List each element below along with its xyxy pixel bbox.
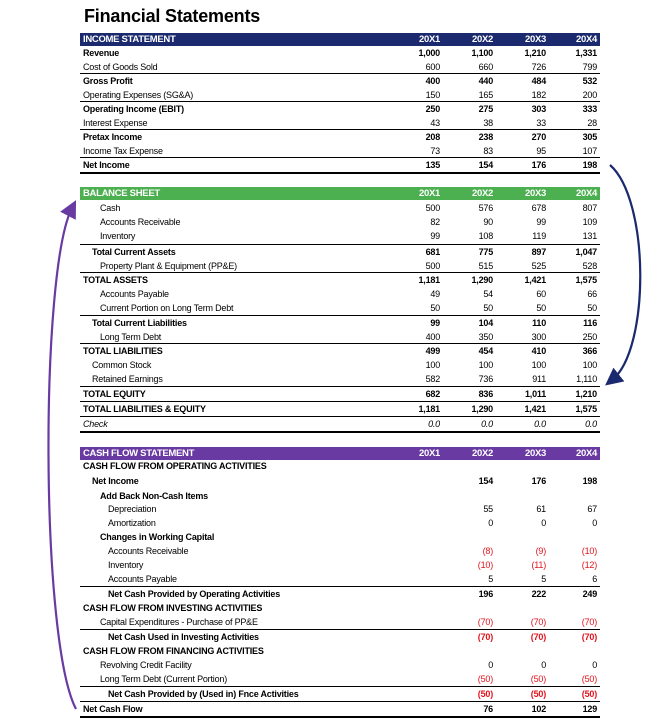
income-cell-4: 305 — [582, 132, 597, 142]
cashflow-year-3: 20X3 — [525, 448, 546, 459]
cashflow-cell-3: 61 — [536, 504, 546, 514]
balance-cell-1: 1,181 — [418, 404, 440, 414]
balance-cell-1: 500 — [425, 261, 440, 271]
cashflow-cell-2: 196 — [478, 589, 493, 599]
balance-cell-1: 499 — [425, 346, 440, 356]
cashflow-row-label: Net Cash Provided by Operating Activities — [108, 589, 281, 599]
cashflow-cell-2: (50) — [477, 689, 493, 699]
income-cell-2: 275 — [478, 104, 493, 114]
cashflow-cell-2: 5 — [488, 574, 493, 584]
income-row-label: Net Income — [83, 160, 130, 170]
cashflow-cell-3: 102 — [531, 704, 546, 714]
income-cell-1: 1,000 — [418, 48, 440, 58]
cashflow-cell-3: (70) — [530, 617, 546, 627]
cashflow-cell-4: 129 — [582, 704, 597, 714]
income-header-label: INCOME STATEMENT — [83, 34, 176, 45]
income-cell-2: 154 — [478, 160, 493, 170]
balance-header-label: BALANCE SHEET — [83, 188, 160, 199]
balance-cell-2: 836 — [478, 389, 493, 399]
balance-cell-4: 1,110 — [576, 374, 597, 384]
balance-cell-3: 300 — [531, 332, 546, 342]
cashflow-cell-4: 67 — [587, 504, 597, 514]
balance-cell-4: 366 — [582, 346, 597, 356]
page-title: Financial Statements — [84, 6, 261, 26]
cashflow-cell-3: 0 — [541, 518, 546, 528]
balance-cell-3: 911 — [532, 374, 546, 384]
cashflow-row-label: Amortization — [108, 518, 156, 528]
balance-cell-3: 119 — [532, 231, 546, 241]
cashflow-row-label: Long Term Debt (Current Portion) — [100, 674, 227, 684]
balance-cell-3: 110 — [532, 318, 546, 328]
cashflow-cell-2: (70) — [477, 617, 493, 627]
cashflow-cell-4: 0 — [592, 660, 597, 670]
balance-row-label: Current Portion on Long Term Debt — [100, 303, 234, 313]
income-cell-1: 250 — [425, 104, 440, 114]
balance-cell-4: 1,047 — [575, 247, 597, 257]
income-cell-2: 83 — [483, 146, 493, 156]
cashflow-row-label: Depreciation — [108, 504, 157, 514]
cashflow-cell-2: 76 — [483, 704, 493, 714]
income-row-label: Revenue — [83, 48, 120, 58]
balance-row-label: Retained Earnings — [92, 374, 163, 384]
income-cell-4: 107 — [582, 146, 597, 156]
cashflow-row-label: CASH FLOW FROM OPERATING ACTIVITIES — [83, 461, 267, 471]
cashflow-cell-4: 0 — [592, 518, 597, 528]
balance-cell-2: 50 — [483, 303, 493, 313]
balance-row-label: Property Plant & Equipment (PP&E) — [100, 261, 237, 271]
cashflow-row-label: Accounts Payable — [108, 574, 177, 584]
income-cell-2: 38 — [483, 118, 493, 128]
balance-cell-4: 250 — [582, 332, 597, 342]
balance-cell-1: 100 — [425, 360, 440, 370]
balance-row-label: Check — [83, 419, 108, 429]
balance-row-label: TOTAL ASSETS — [83, 275, 148, 285]
net-cash-flow-to-cash-arrow — [48, 208, 76, 709]
balance-cell-1: 1,181 — [418, 275, 440, 285]
cashflow-cell-2: (10) — [477, 560, 493, 570]
income-row-label: Operating Income (EBIT) — [83, 104, 184, 114]
balance-cell-1: 99 — [430, 231, 440, 241]
cashflow-cell-3: 176 — [531, 476, 546, 486]
balance-cell-4: 0.0 — [585, 419, 597, 429]
balance-row-label: Total Current Liabilities — [92, 318, 187, 328]
balance-cell-2: 108 — [478, 231, 493, 241]
income-cell-3: 1,210 — [524, 48, 546, 58]
balance-cell-3: 50 — [536, 303, 546, 313]
balance-cell-1: 0.0 — [428, 419, 440, 429]
income-year-4: 20X4 — [576, 34, 597, 45]
balance-row-label: Accounts Payable — [100, 289, 169, 299]
cashflow-cell-2: 0 — [488, 660, 493, 670]
balance-cell-3: 1,011 — [524, 389, 546, 399]
income-cell-1: 135 — [425, 160, 440, 170]
cashflow-cell-3: (50) — [530, 674, 546, 684]
balance-row-label: Accounts Receivable — [100, 217, 181, 227]
cashflow-cell-4: (70) — [581, 617, 597, 627]
income-cell-3: 484 — [531, 76, 546, 86]
income-cell-1: 43 — [430, 118, 440, 128]
income-cell-4: 799 — [582, 62, 597, 72]
income-cell-4: 28 — [587, 118, 597, 128]
balance-cell-4: 116 — [583, 318, 597, 328]
cashflow-cell-4: 249 — [582, 589, 597, 599]
balance-cell-1: 682 — [425, 389, 440, 399]
balance-cell-3: 100 — [531, 360, 546, 370]
balance-cell-3: 897 — [531, 247, 546, 257]
cashflow-row-label: Changes in Working Capital — [100, 532, 215, 542]
cashflow-row-label: CASH FLOW FROM INVESTING ACTIVITIES — [83, 603, 263, 613]
balance-cell-2: 104 — [478, 318, 493, 328]
income-row-label: Pretax Income — [83, 132, 142, 142]
cashflow-cell-4: (10) — [581, 546, 597, 556]
balance-cell-1: 582 — [425, 374, 440, 384]
balance-row-label: Common Stock — [92, 360, 152, 370]
balance-row-label: TOTAL LIABILITIES — [83, 346, 163, 356]
balance-row-label: Long Term Debt — [100, 332, 162, 342]
cashflow-cell-3: 5 — [541, 574, 546, 584]
income-cell-3: 303 — [531, 104, 546, 114]
cashflow-row-label: Net Cash Provided by (Used in) Fnce Activities — [108, 689, 299, 699]
balance-cell-2: 350 — [478, 332, 493, 342]
balance-cell-2: 775 — [478, 247, 493, 257]
balance-cell-1: 82 — [430, 217, 440, 227]
cashflow-year-4: 20X4 — [576, 448, 597, 459]
cashflow-row-label: Accounts Receivable — [108, 546, 189, 556]
balance-cell-2: 100 — [478, 360, 493, 370]
balance-cell-1: 49 — [430, 289, 440, 299]
income-cell-1: 600 — [425, 62, 440, 72]
income-cell-4: 200 — [582, 90, 597, 100]
cashflow-cell-3: 0 — [541, 660, 546, 670]
balance-cell-3: 525 — [531, 261, 546, 271]
balance-cell-2: 515 — [478, 261, 493, 271]
balance-year-4: 20X4 — [576, 188, 597, 199]
cashflow-year-2: 20X2 — [472, 448, 493, 459]
income-cell-2: 440 — [478, 76, 493, 86]
cashflow-row-label: Revolving Credit Facility — [100, 660, 192, 670]
income-cell-4: 532 — [582, 76, 597, 86]
net-income-to-retained-earnings-arrow — [610, 165, 640, 380]
cashflow-row-label: Net Income — [92, 476, 139, 486]
balance-cell-3: 1,421 — [524, 275, 546, 285]
cashflow-cell-4: (50) — [581, 689, 597, 699]
balance-cell-2: 454 — [478, 346, 493, 356]
balance-row-label: Inventory — [100, 231, 136, 241]
income-year-3: 20X3 — [525, 34, 546, 45]
balance-cell-2: 0.0 — [481, 419, 493, 429]
cashflow-cell-2: (8) — [482, 546, 493, 556]
income-cell-1: 208 — [425, 132, 440, 142]
balance-cell-3: 99 — [536, 217, 546, 227]
income-row-label: Income Tax Expense — [83, 146, 163, 156]
income-cell-3: 270 — [531, 132, 546, 142]
balance-row-label: Cash — [100, 203, 121, 213]
balance-year-3: 20X3 — [525, 188, 546, 199]
income-cell-2: 238 — [478, 132, 493, 142]
income-cell-3: 182 — [531, 90, 546, 100]
cashflow-year-1: 20X1 — [419, 448, 440, 459]
balance-row-label: TOTAL LIABILITIES & EQUITY — [83, 404, 206, 414]
income-row-label: Gross Profit — [83, 76, 133, 86]
cashflow-cell-2: 154 — [478, 476, 493, 486]
balance-cell-2: 54 — [483, 289, 493, 299]
balance-cell-2: 1,290 — [471, 275, 493, 285]
income-row-label: Operating Expenses (SG&A) — [83, 90, 194, 100]
balance-cell-4: 528 — [582, 261, 597, 271]
balance-row-label: Total Current Assets — [92, 247, 176, 257]
income-cell-3: 176 — [531, 160, 546, 170]
balance-row-label: TOTAL EQUITY — [83, 389, 146, 399]
balance-cell-4: 131 — [582, 231, 597, 241]
balance-cell-1: 400 — [425, 332, 440, 342]
balance-year-2: 20X2 — [472, 188, 493, 199]
cashflow-cell-4: 6 — [592, 574, 597, 584]
cashflow-cell-2: 55 — [483, 504, 493, 514]
balance-cell-3: 0.0 — [534, 419, 546, 429]
balance-cell-1: 681 — [425, 247, 440, 257]
income-cell-4: 198 — [582, 160, 597, 170]
balance-cell-4: 1,210 — [575, 389, 597, 399]
income-year-1: 20X1 — [419, 34, 440, 45]
cashflow-row-label: Net Cash Flow — [83, 704, 143, 714]
balance-cell-3: 1,421 — [524, 404, 546, 414]
cashflow-cell-2: (50) — [477, 674, 493, 684]
balance-cell-1: 99 — [430, 318, 440, 328]
balance-cell-4: 66 — [587, 289, 597, 299]
balance-cell-1: 500 — [425, 203, 440, 213]
cashflow-cell-2: 0 — [488, 518, 493, 528]
cashflow-row-label: Capital Expenditures - Purchase of PP&E — [100, 617, 258, 627]
income-cell-2: 660 — [478, 62, 493, 72]
cashflow-cell-4: 198 — [582, 476, 597, 486]
cashflow-cell-4: (50) — [581, 674, 597, 684]
cashflow-row-label: Net Cash Used in Investing Activities — [108, 632, 259, 642]
cashflow-cell-3: (70) — [530, 632, 546, 642]
balance-cell-1: 50 — [430, 303, 440, 313]
income-cell-2: 1,100 — [471, 48, 493, 58]
income-cell-4: 1,331 — [575, 48, 597, 58]
balance-cell-3: 60 — [536, 289, 546, 299]
cashflow-row-label: Add Back Non-Cash Items — [100, 491, 208, 501]
balance-cell-2: 1,290 — [471, 404, 493, 414]
income-row-label: Interest Expense — [83, 118, 148, 128]
cashflow-cell-2: (70) — [477, 632, 493, 642]
income-cell-3: 33 — [536, 118, 546, 128]
balance-cell-4: 1,575 — [575, 275, 597, 285]
cashflow-header-label: CASH FLOW STATEMENT — [83, 448, 195, 459]
income-year-2: 20X2 — [472, 34, 493, 45]
balance-year-1: 20X1 — [419, 188, 440, 199]
balance-cell-3: 678 — [531, 203, 546, 213]
cashflow-cell-4: (12) — [581, 560, 597, 570]
income-cell-2: 165 — [478, 90, 493, 100]
income-cell-1: 73 — [430, 146, 440, 156]
balance-cell-4: 1,575 — [575, 404, 597, 414]
balance-cell-2: 576 — [478, 203, 493, 213]
income-cell-1: 400 — [425, 76, 440, 86]
income-row-label: Cost of Goods Sold — [83, 62, 158, 72]
balance-cell-4: 109 — [582, 217, 597, 227]
income-cell-1: 150 — [425, 90, 440, 100]
cashflow-cell-3: (9) — [535, 546, 546, 556]
balance-cell-4: 100 — [582, 360, 597, 370]
cashflow-cell-4: (70) — [581, 632, 597, 642]
cashflow-row-label: Inventory — [108, 560, 144, 570]
balance-cell-2: 736 — [478, 374, 493, 384]
cashflow-row-label: CASH FLOW FROM FINANCING ACTIVITIES — [83, 646, 264, 656]
income-cell-3: 95 — [536, 146, 546, 156]
income-cell-4: 333 — [582, 104, 597, 114]
cashflow-cell-3: (50) — [530, 689, 546, 699]
balance-cell-3: 410 — [531, 346, 546, 356]
balance-cell-2: 90 — [483, 217, 493, 227]
balance-cell-4: 50 — [587, 303, 597, 313]
cashflow-cell-3: (11) — [531, 560, 546, 570]
balance-cell-4: 807 — [582, 203, 597, 213]
cashflow-cell-3: 222 — [531, 589, 546, 599]
income-cell-3: 726 — [531, 62, 546, 72]
